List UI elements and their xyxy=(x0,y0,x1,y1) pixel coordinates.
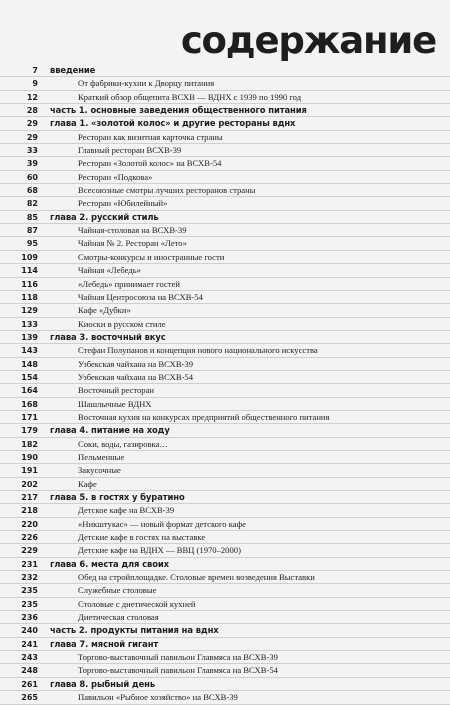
page-number: 33 xyxy=(26,146,38,156)
entry-title: введение xyxy=(50,65,96,75)
entry-title: Служебные столовые xyxy=(78,585,157,596)
page-number: 9 xyxy=(32,79,38,89)
page-number: 87 xyxy=(26,226,38,236)
page-number: 231 xyxy=(21,559,38,569)
toc-entry xyxy=(0,358,450,371)
entry-title: глава 4. питание на ходу xyxy=(50,425,170,436)
entry-title: Соки, воды, газировка… xyxy=(78,438,169,449)
entry-title: Детское кафе на ВСХВ-39 xyxy=(78,505,175,516)
toc-entry xyxy=(0,651,450,664)
toc-entry xyxy=(0,544,450,557)
toc-entry xyxy=(0,438,450,451)
entry-title: Обед на стройплощадке. Столовые времен возведения Выставки xyxy=(78,572,315,583)
toc-entry xyxy=(0,371,450,384)
entry-title: Столовые с диетической кухней xyxy=(78,598,196,609)
entry-title: Детские кафе на ВДНХ — ВВЦ (1970–2000) xyxy=(78,545,241,556)
entry-title: Киоски в русском стиле xyxy=(78,318,166,329)
entry-title: Смотры-конкурсы и иностранные гости xyxy=(78,251,225,262)
page-number: 168 xyxy=(21,399,38,409)
page-number: 118 xyxy=(21,292,38,302)
page-number: 60 xyxy=(26,172,38,182)
toc-entry xyxy=(0,478,450,491)
page-number: 29 xyxy=(26,132,38,142)
page-number: 164 xyxy=(21,386,38,396)
entry-title: Чайная № 2. Ресторан «Лето» xyxy=(78,238,187,249)
entry-title: часть 1. основные заведения общественного питания xyxy=(50,105,307,116)
toc-section-entry xyxy=(0,117,450,130)
toc-section-entry xyxy=(0,104,450,117)
toc-entry xyxy=(0,464,450,477)
page-number: 265 xyxy=(21,693,38,703)
page-number: 217 xyxy=(21,493,38,502)
page-number: 143 xyxy=(21,346,38,356)
toc-entry xyxy=(0,224,450,237)
page-number: 139 xyxy=(21,332,38,342)
page-number: 39 xyxy=(26,159,38,169)
page-number: 241 xyxy=(21,639,38,649)
toc-entry xyxy=(0,264,450,277)
page-number: 179 xyxy=(21,426,38,436)
page-number: 191 xyxy=(21,466,38,476)
toc-entry xyxy=(0,197,450,210)
page-number: 29 xyxy=(26,119,38,129)
toc-entry xyxy=(0,304,450,317)
page-number: 236 xyxy=(21,613,38,623)
toc-entry xyxy=(0,318,450,331)
entry-title: глава 8. рыбный день xyxy=(50,678,156,689)
entry-title: Главный ресторан ВСХВ-39 xyxy=(78,145,182,156)
entry-title: часть 2. продукты питания на вднх xyxy=(50,625,219,636)
toc-entry xyxy=(0,171,450,184)
toc-entry xyxy=(0,451,450,464)
toc-entry xyxy=(0,384,450,397)
toc-section-entry xyxy=(0,211,450,224)
table-of-contents xyxy=(0,64,450,705)
toc-entry xyxy=(0,611,450,624)
entry-title: глава 3. восточный вкус xyxy=(50,331,166,342)
page-number: 240 xyxy=(21,626,38,636)
page-number: 182 xyxy=(21,439,38,449)
toc-section-entry xyxy=(0,424,450,437)
toc-entry xyxy=(0,398,450,411)
entry-title: глава 2. русский стиль xyxy=(50,211,159,222)
entry-title: Чайная Центросоюза на ВСХВ-54 xyxy=(78,291,203,302)
entry-title: «Никштукас» — новый формат детского кафе xyxy=(78,518,246,529)
entry-title: «Лебедь» принимает гостей xyxy=(78,278,180,289)
toc-entry xyxy=(0,598,450,611)
entry-title: Ресторан «Юбилейный» xyxy=(78,198,168,209)
page-number: 148 xyxy=(21,359,38,369)
entry-title: Всесоюзные смотры лучших ресторанов страны xyxy=(78,185,256,196)
page-number: 171 xyxy=(21,412,38,422)
page-number: 109 xyxy=(21,252,38,262)
entry-title: Пельменные xyxy=(78,451,125,462)
entry-title: Краткий обзор общепита ВСХВ — ВДНХ с 1939 по 1990 год xyxy=(78,91,302,102)
page-number: 28 xyxy=(26,106,38,116)
toc-entry xyxy=(0,131,450,144)
entry-title: Диетическая столовая xyxy=(78,612,159,623)
entry-title: Детские кафе в гостях на выставке xyxy=(78,532,206,543)
toc-section-entry xyxy=(0,558,450,571)
toc-entry xyxy=(0,518,450,531)
page-number: 12 xyxy=(26,92,38,102)
toc-entry xyxy=(0,91,450,104)
toc-entry xyxy=(0,691,450,704)
page-number: 114 xyxy=(21,266,38,276)
entry-title: глава 6. места для своих xyxy=(50,558,169,569)
page-title: содержание xyxy=(180,19,436,62)
page-number: 154 xyxy=(21,372,38,382)
page-number: 229 xyxy=(21,546,38,556)
entry-title: Восточный ресторан xyxy=(78,385,155,396)
entry-title: глава 7. мясной гигант xyxy=(50,638,159,649)
entry-title: От фабрики-кухни к Дворцу питания xyxy=(78,78,215,89)
toc-entry xyxy=(0,504,450,517)
toc-section-entry xyxy=(0,331,450,344)
page-number: 202 xyxy=(21,479,38,489)
entry-title: Кафе «Дубки» xyxy=(78,305,131,316)
toc-entry xyxy=(0,291,450,304)
toc-entry xyxy=(0,278,450,291)
toc-section-entry xyxy=(0,678,450,691)
entry-title: Торгово-выставочный павильон Главмяса на ВСХВ-39 xyxy=(78,652,278,663)
toc-entry xyxy=(0,531,450,544)
entry-title: Торгово-выставочный павильон Главмяса на ВСХВ-54 xyxy=(78,665,278,676)
entry-title: Кафе xyxy=(78,478,97,489)
entry-title: Чайная «Лебедь» xyxy=(78,265,141,276)
page-number: 95 xyxy=(26,239,38,249)
toc-entry xyxy=(0,77,450,90)
toc-entry xyxy=(0,144,450,157)
toc-section-entry xyxy=(0,491,450,504)
page-number: 248 xyxy=(21,666,38,676)
entry-title: Ресторан «Подкова» xyxy=(78,171,153,182)
toc-section-entry xyxy=(0,638,450,651)
entry-title: Шашлычные ВДНХ xyxy=(78,398,152,409)
entry-title: Стефан Полупанов и концепция нового национального искусства xyxy=(78,345,318,356)
page-number: 218 xyxy=(21,506,38,516)
page-number: 82 xyxy=(26,199,38,209)
toc-section-entry xyxy=(0,624,450,637)
page-number: 133 xyxy=(21,319,38,329)
toc-entry xyxy=(0,571,450,584)
page-number: 235 xyxy=(21,599,38,609)
page-number: 190 xyxy=(21,452,38,462)
entry-title: Узбекская чайхана на ВСХВ-39 xyxy=(78,358,194,369)
page-number: 220 xyxy=(21,519,38,529)
toc-entry xyxy=(0,584,450,597)
toc-entry xyxy=(0,157,450,170)
page-number: 129 xyxy=(21,306,38,316)
toc-section-entry xyxy=(0,64,450,77)
entry-title: глава 5. в гостях у буратино xyxy=(50,492,185,502)
page-number: 85 xyxy=(26,212,38,222)
entry-title: Восточная кухня на конкурсах предприятий общественного питания xyxy=(78,411,330,422)
page-number: 261 xyxy=(21,679,38,689)
toc-entry xyxy=(0,237,450,250)
toc-entry xyxy=(0,251,450,264)
entry-title: глава 1. «золотой колос» и другие рестораны вднх xyxy=(50,118,296,129)
page-number: 116 xyxy=(21,279,38,289)
entry-title: Чайная-столовая на ВСХВ-39 xyxy=(78,225,187,236)
toc-entry xyxy=(0,344,450,357)
entry-title: Ресторан «Золотой колос» на ВСХВ-54 xyxy=(78,158,222,169)
toc-entry xyxy=(0,184,450,197)
page-number: 232 xyxy=(21,573,38,583)
entry-title: Павильон «Рыбное хозяйство» на ВСХВ-39 xyxy=(78,692,238,703)
entry-title: Узбекская чайхана на ВСХВ-54 xyxy=(78,371,194,382)
page-number: 68 xyxy=(26,186,38,196)
entry-title: Ресторан как визитная карточка страны xyxy=(78,131,223,142)
toc-entry xyxy=(0,411,450,424)
page-number: 243 xyxy=(21,653,38,663)
page-number: 235 xyxy=(21,586,38,596)
page-number: 7 xyxy=(32,66,38,75)
toc-entry xyxy=(0,664,450,677)
page-number: 226 xyxy=(21,533,38,543)
entry-title: Закусочные xyxy=(78,465,121,476)
